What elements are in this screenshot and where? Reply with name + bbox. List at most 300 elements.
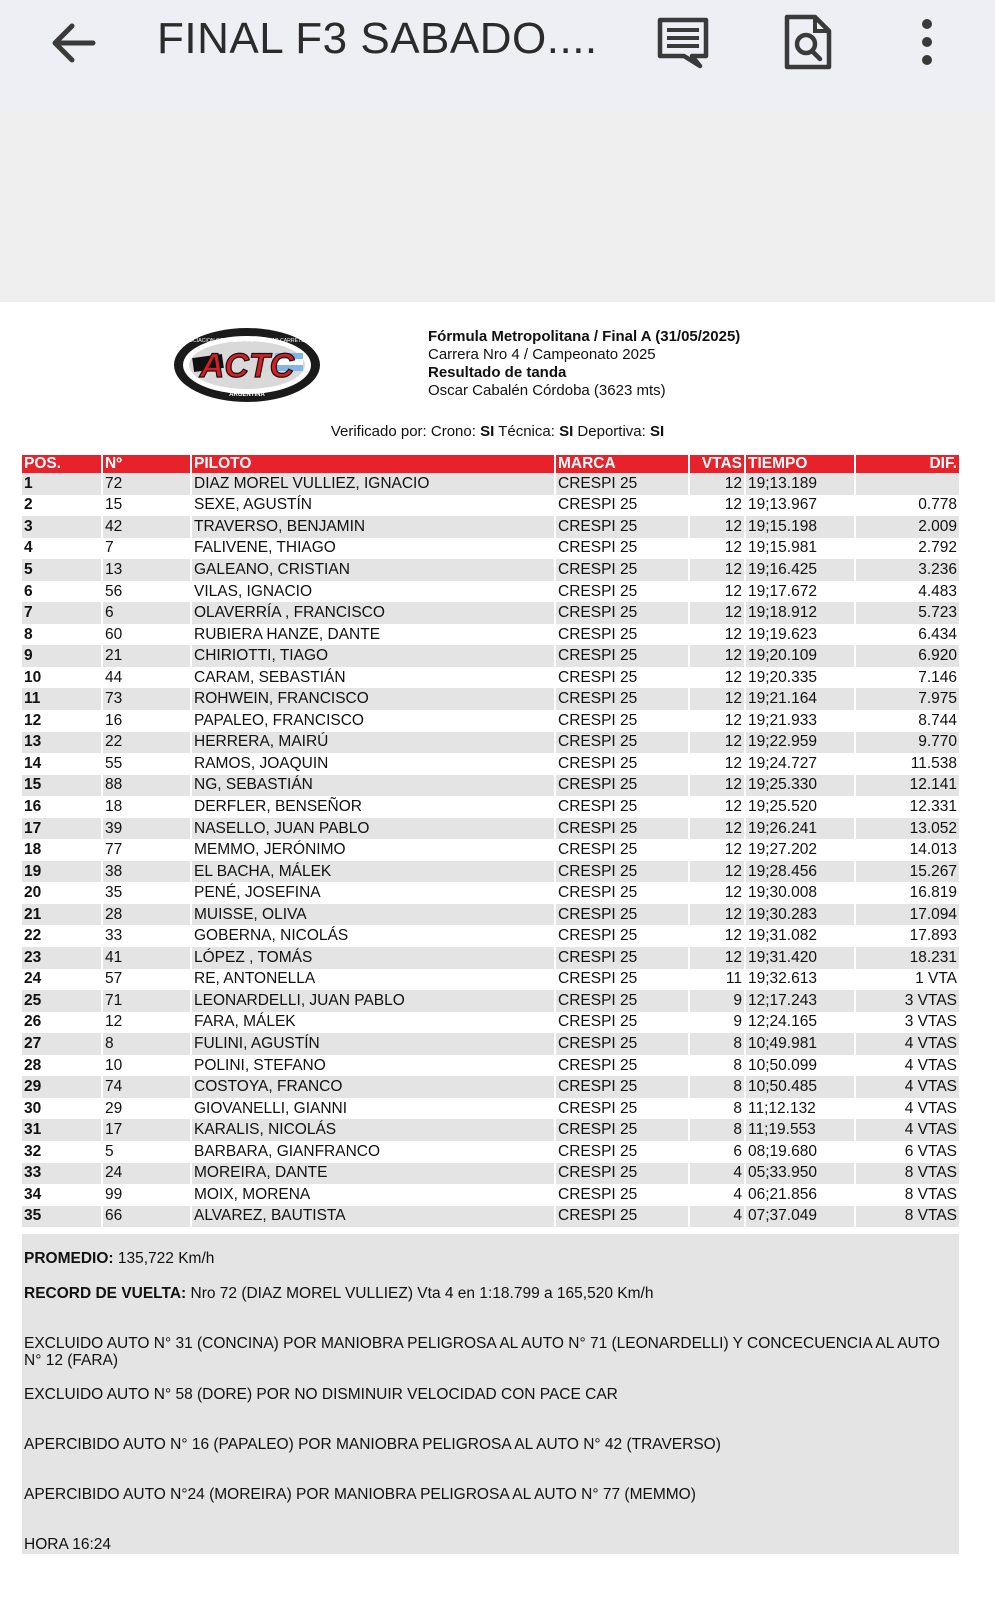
cell-marca: CRESPI 25 <box>555 1012 689 1034</box>
cell-pos: 13 <box>22 732 102 754</box>
cell-dif: 0.778 <box>855 495 959 517</box>
cell-dif: 2.009 <box>855 516 959 538</box>
cell-pos: 1 <box>22 473 102 495</box>
cell-marca: CRESPI 25 <box>555 775 689 797</box>
table-row <box>22 624 959 646</box>
cell-marca: CRESPI 25 <box>555 732 689 754</box>
cell-dif: 16.819 <box>855 882 959 904</box>
arrow-left-icon <box>45 18 101 68</box>
cell-vtas: 12 <box>689 559 745 581</box>
cell-marca: CRESPI 25 <box>555 1076 689 1098</box>
cell-vtas: 12 <box>689 688 745 710</box>
cell-tiempo: 19;32.613 <box>745 969 855 991</box>
cell-num: 38 <box>102 861 191 883</box>
cell-piloto: PAPALEO, FRANCISCO <box>191 710 555 732</box>
cell-marca: CRESPI 25 <box>555 1119 689 1141</box>
race-subtitle: Carrera Nro 4 / Campeonato 2025 <box>428 346 656 363</box>
table-row <box>22 969 959 991</box>
cell-pos: 15 <box>22 775 102 797</box>
cell-vtas: 4 <box>689 1206 745 1228</box>
cell-num: 74 <box>102 1076 191 1098</box>
table-row <box>22 1184 959 1206</box>
cell-pos: 21 <box>22 904 102 926</box>
cell-vtas: 12 <box>689 861 745 883</box>
table-row <box>22 1141 959 1163</box>
cell-num: 8 <box>102 1033 191 1055</box>
cell-pos: 8 <box>22 624 102 646</box>
cell-pos: 7 <box>22 602 102 624</box>
cell-num: 10 <box>102 1055 191 1077</box>
cell-marca: CRESPI 25 <box>555 495 689 517</box>
cell-pos: 22 <box>22 925 102 947</box>
cell-piloto: ROHWEIN, FRANCISCO <box>191 688 555 710</box>
table-row <box>22 839 959 861</box>
cell-tiempo: 07;37.049 <box>745 1206 855 1228</box>
col-header-piloto: PILOTO <box>191 455 555 473</box>
table-row <box>22 1012 959 1034</box>
table-row <box>22 495 959 517</box>
cell-pos: 35 <box>22 1206 102 1228</box>
cell-tiempo: 19;27.202 <box>745 839 855 861</box>
more-vertical-icon <box>915 16 939 72</box>
cell-vtas: 12 <box>689 624 745 646</box>
cell-vtas: 12 <box>689 473 745 495</box>
cell-marca: CRESPI 25 <box>555 969 689 991</box>
back-button[interactable] <box>45 18 101 68</box>
table-row <box>22 990 959 1012</box>
cell-pos: 24 <box>22 969 102 991</box>
cell-marca: CRESPI 25 <box>555 818 689 840</box>
cell-vtas: 12 <box>689 818 745 840</box>
cell-marca: CRESPI 25 <box>555 602 689 624</box>
cell-pos: 32 <box>22 1141 102 1163</box>
cell-marca: CRESPI 25 <box>555 1184 689 1206</box>
cell-marca: CRESPI 25 <box>555 1055 689 1077</box>
cell-vtas: 4 <box>689 1184 745 1206</box>
table-header-row <box>22 455 959 473</box>
col-header-tiempo: TIEMPO <box>745 455 855 473</box>
cell-dif: 8 VTAS <box>855 1206 959 1228</box>
cell-piloto: RE, ANTONELLA <box>191 969 555 991</box>
table-row <box>22 947 959 969</box>
report-time: HORA 16:24 <box>24 1536 112 1553</box>
cell-tiempo: 19;30.008 <box>745 882 855 904</box>
result-label: Resultado de tanda <box>428 364 567 381</box>
cell-vtas: 12 <box>689 925 745 947</box>
cell-tiempo: 06;21.856 <box>745 1184 855 1206</box>
cell-num: 44 <box>102 667 191 689</box>
cell-marca: CRESPI 25 <box>555 581 689 603</box>
cell-dif: 17.893 <box>855 925 959 947</box>
cell-vtas: 9 <box>689 1012 745 1034</box>
document-search-icon <box>782 12 834 72</box>
cell-num: 28 <box>102 904 191 926</box>
cell-vtas: 12 <box>689 667 745 689</box>
cell-piloto: POLINI, STEFANO <box>191 1055 555 1077</box>
cell-dif: 12.331 <box>855 796 959 818</box>
cell-piloto: BARBARA, GIANFRANCO <box>191 1141 555 1163</box>
cell-dif: 12.141 <box>855 775 959 797</box>
cell-num: 60 <box>102 624 191 646</box>
cell-num: 7 <box>102 538 191 560</box>
cell-tiempo: 11;19.553 <box>745 1119 855 1141</box>
cell-piloto: KARALIS, NICOLÁS <box>191 1119 555 1141</box>
table-row <box>22 1076 959 1098</box>
cell-tiempo: 10;50.099 <box>745 1055 855 1077</box>
table-row <box>22 1033 959 1055</box>
cell-tiempo: 19;22.959 <box>745 732 855 754</box>
table-row <box>22 861 959 883</box>
cell-pos: 25 <box>22 990 102 1012</box>
table-row <box>22 473 959 495</box>
cell-vtas: 12 <box>689 538 745 560</box>
cell-pos: 17 <box>22 818 102 840</box>
cell-vtas: 12 <box>689 495 745 517</box>
cell-dif: 6.434 <box>855 624 959 646</box>
document-title: FINAL F3 SABADO.... <box>157 14 598 63</box>
cell-dif: 4 VTAS <box>855 1098 959 1120</box>
cell-dif: 5.723 <box>855 602 959 624</box>
cell-tiempo: 10;50.485 <box>745 1076 855 1098</box>
svg-text:ASOCIACION CORREDORES TURISMO: ASOCIACION CORREDORES TURISMO CARRETERA <box>182 338 312 344</box>
cell-vtas: 12 <box>689 882 745 904</box>
cell-vtas: 12 <box>689 947 745 969</box>
cell-dif: 4 VTAS <box>855 1076 959 1098</box>
cell-marca: CRESPI 25 <box>555 753 689 775</box>
cell-marca: CRESPI 25 <box>555 1141 689 1163</box>
cell-marca: CRESPI 25 <box>555 839 689 861</box>
cell-num: 21 <box>102 645 191 667</box>
cell-num: 17 <box>102 1119 191 1141</box>
cell-piloto: HERRERA, MAIRÚ <box>191 732 555 754</box>
cell-vtas: 12 <box>689 645 745 667</box>
cell-piloto: ALVAREZ, BAUTISTA <box>191 1206 555 1228</box>
cell-dif: 17.094 <box>855 904 959 926</box>
cell-marca: CRESPI 25 <box>555 990 689 1012</box>
cell-dif: 13.052 <box>855 818 959 840</box>
cell-vtas: 12 <box>689 839 745 861</box>
cell-num: 12 <box>102 1012 191 1034</box>
cell-piloto: TRAVERSO, BENJAMIN <box>191 516 555 538</box>
cell-dif: 9.770 <box>855 732 959 754</box>
actc-logo <box>171 325 323 405</box>
table-row <box>22 559 959 581</box>
race-title: Fórmula Metropolitana / Final A (31/05/2025) <box>428 328 741 345</box>
cell-vtas: 8 <box>689 1119 745 1141</box>
cell-tiempo: 19;13.967 <box>745 495 855 517</box>
cell-pos: 9 <box>22 645 102 667</box>
table-row <box>22 818 959 840</box>
cell-tiempo: 19;15.198 <box>745 516 855 538</box>
cell-tiempo: 19;20.335 <box>745 667 855 689</box>
cell-piloto: SEXE, AGUSTÍN <box>191 495 555 517</box>
viewer-background <box>0 112 995 302</box>
cell-pos: 33 <box>22 1163 102 1185</box>
cell-tiempo: 19;21.933 <box>745 710 855 732</box>
cell-num: 99 <box>102 1184 191 1206</box>
verification-line: Verificado por: Crono: SI Técnica: SI Deportiva: SI <box>330 423 665 440</box>
cell-num: 29 <box>102 1098 191 1120</box>
cell-vtas: 12 <box>689 710 745 732</box>
cell-marca: CRESPI 25 <box>555 624 689 646</box>
cell-vtas: 12 <box>689 516 745 538</box>
cell-vtas: 11 <box>689 969 745 991</box>
more-options-button[interactable] <box>915 16 939 72</box>
cell-num: 42 <box>102 516 191 538</box>
cell-marca: CRESPI 25 <box>555 688 689 710</box>
cell-vtas: 8 <box>689 1033 745 1055</box>
cell-piloto: PENÉ, JOSEFINA <box>191 882 555 904</box>
cell-vtas: 12 <box>689 796 745 818</box>
table-row <box>22 688 959 710</box>
cell-tiempo: 08;19.680 <box>745 1141 855 1163</box>
cell-piloto: RUBIERA HANZE, DANTE <box>191 624 555 646</box>
cell-num: 39 <box>102 818 191 840</box>
cell-num: 33 <box>102 925 191 947</box>
cell-marca: CRESPI 25 <box>555 710 689 732</box>
cell-piloto: DERFLER, BENSEÑOR <box>191 796 555 818</box>
cell-tiempo: 05;33.950 <box>745 1163 855 1185</box>
table-row <box>22 1055 959 1077</box>
cell-vtas: 12 <box>689 904 745 926</box>
cell-piloto: NG, SEBASTIÁN <box>191 775 555 797</box>
cell-pos: 34 <box>22 1184 102 1206</box>
penalty-note: EXCLUIDO AUTO N° 58 (DORE) POR NO DISMINUIR VELOCIDAD CON PACE CAR <box>24 1386 618 1403</box>
cell-tiempo: 19;25.520 <box>745 796 855 818</box>
cell-dif: 7.146 <box>855 667 959 689</box>
cell-marca: CRESPI 25 <box>555 947 689 969</box>
cell-marca: CRESPI 25 <box>555 1098 689 1120</box>
cell-vtas: 12 <box>689 775 745 797</box>
cell-dif: 15.267 <box>855 861 959 883</box>
cell-tiempo: 19;24.727 <box>745 753 855 775</box>
cell-marca: CRESPI 25 <box>555 473 689 495</box>
results-table <box>22 455 959 1227</box>
cell-dif: 8 VTAS <box>855 1163 959 1185</box>
top-app-bar <box>0 0 995 112</box>
cell-pos: 2 <box>22 495 102 517</box>
cell-pos: 10 <box>22 667 102 689</box>
cell-num: 71 <box>102 990 191 1012</box>
cell-piloto: DIAZ MOREL VULLIEZ, IGNACIO <box>191 473 555 495</box>
cell-tiempo: 19;28.456 <box>745 861 855 883</box>
table-row <box>22 1163 959 1185</box>
table-row <box>22 753 959 775</box>
col-header-dif: DIF. <box>855 455 959 473</box>
cell-piloto: LÓPEZ , TOMÁS <box>191 947 555 969</box>
cell-marca: CRESPI 25 <box>555 1163 689 1185</box>
cell-pos: 5 <box>22 559 102 581</box>
cell-tiempo: 19;31.420 <box>745 947 855 969</box>
cell-pos: 3 <box>22 516 102 538</box>
race-header <box>428 328 740 400</box>
race-notes-box <box>22 1234 959 1554</box>
lap-record: RECORD DE VUELTA: Nro 72 (DIAZ MOREL VULLIEZ) Vta 4 en 1:18.799 a 165,520 Km/h <box>24 1285 654 1302</box>
cell-pos: 6 <box>22 581 102 603</box>
cell-tiempo: 19;26.241 <box>745 818 855 840</box>
average-speed: PROMEDIO: 135,722 Km/h <box>24 1250 215 1267</box>
cell-piloto: MOREIRA, DANTE <box>191 1163 555 1185</box>
cell-vtas: 12 <box>689 753 745 775</box>
cell-pos: 20 <box>22 882 102 904</box>
cell-tiempo: 19;31.082 <box>745 925 855 947</box>
cell-marca: CRESPI 25 <box>555 1206 689 1228</box>
search-document-button[interactable] <box>782 12 834 72</box>
cell-pos: 30 <box>22 1098 102 1120</box>
cell-num: 22 <box>102 732 191 754</box>
table-row <box>22 710 959 732</box>
table-row <box>22 538 959 560</box>
cell-piloto: LEONARDELLI, JUAN PABLO <box>191 990 555 1012</box>
cell-marca: CRESPI 25 <box>555 882 689 904</box>
cell-pos: 23 <box>22 947 102 969</box>
cell-dif: 14.013 <box>855 839 959 861</box>
cell-num: 6 <box>102 602 191 624</box>
col-header-marca: MARCA <box>555 455 689 473</box>
cell-num: 73 <box>102 688 191 710</box>
cell-dif: 1 VTA <box>855 969 959 991</box>
table-row <box>22 602 959 624</box>
table-row <box>22 1206 959 1228</box>
cell-pos: 12 <box>22 710 102 732</box>
cell-piloto: FULINI, AGUSTÍN <box>191 1033 555 1055</box>
cell-pos: 4 <box>22 538 102 560</box>
cell-marca: CRESPI 25 <box>555 538 689 560</box>
col-header-num: Nº <box>102 455 191 473</box>
cell-tiempo: 12;17.243 <box>745 990 855 1012</box>
cell-dif: 18.231 <box>855 947 959 969</box>
cell-dif: 3 VTAS <box>855 1012 959 1034</box>
cell-marca: CRESPI 25 <box>555 925 689 947</box>
cell-num: 13 <box>102 559 191 581</box>
cell-piloto: MUISSE, OLIVA <box>191 904 555 926</box>
cell-dif: 4 VTAS <box>855 1033 959 1055</box>
table-row <box>22 667 959 689</box>
cell-piloto: CHIRIOTTI, TIAGO <box>191 645 555 667</box>
cell-vtas: 6 <box>689 1141 745 1163</box>
cell-vtas: 12 <box>689 602 745 624</box>
cell-piloto: MOIX, MORENA <box>191 1184 555 1206</box>
table-row <box>22 796 959 818</box>
cell-piloto: FARA, MÁLEK <box>191 1012 555 1034</box>
cell-num: 56 <box>102 581 191 603</box>
cell-num: 5 <box>102 1141 191 1163</box>
cell-pos: 29 <box>22 1076 102 1098</box>
cell-piloto: EL BACHA, MÁLEK <box>191 861 555 883</box>
cell-pos: 27 <box>22 1033 102 1055</box>
cell-piloto: CARAM, SEBASTIÁN <box>191 667 555 689</box>
cell-num: 55 <box>102 753 191 775</box>
cell-tiempo: 19;15.981 <box>745 538 855 560</box>
cell-num: 16 <box>102 710 191 732</box>
cell-piloto: GALEANO, CRISTIAN <box>191 559 555 581</box>
cell-piloto: GIOVANELLI, GIANNI <box>191 1098 555 1120</box>
cell-tiempo: 11;12.132 <box>745 1098 855 1120</box>
cell-num: 15 <box>102 495 191 517</box>
cell-dif: 8.744 <box>855 710 959 732</box>
circuit-name: Oscar Cabalén Córdoba (3623 mts) <box>428 382 666 399</box>
cell-vtas: 9 <box>689 990 745 1012</box>
cell-num: 41 <box>102 947 191 969</box>
cell-pos: 11 <box>22 688 102 710</box>
col-header-vtas: VTAS <box>689 455 745 473</box>
cell-dif: 4.483 <box>855 581 959 603</box>
cell-tiempo: 19;17.672 <box>745 581 855 603</box>
table-row <box>22 882 959 904</box>
svg-text:ACTC: ACTC <box>199 347 295 385</box>
cell-tiempo: 19;20.109 <box>745 645 855 667</box>
results-body <box>22 473 959 1227</box>
cell-vtas: 8 <box>689 1098 745 1120</box>
cell-tiempo: 19;16.425 <box>745 559 855 581</box>
cell-dif: 4 VTAS <box>855 1055 959 1077</box>
table-row <box>22 645 959 667</box>
cell-pos: 18 <box>22 839 102 861</box>
cell-pos: 26 <box>22 1012 102 1034</box>
cell-pos: 31 <box>22 1119 102 1141</box>
cell-marca: CRESPI 25 <box>555 861 689 883</box>
cell-dif: 6 VTAS <box>855 1141 959 1163</box>
table-row <box>22 732 959 754</box>
cell-vtas: 4 <box>689 1163 745 1185</box>
cell-dif: 6.920 <box>855 645 959 667</box>
cell-marca: CRESPI 25 <box>555 559 689 581</box>
penalty-note: APERCIBIDO AUTO N°24 (MOREIRA) POR MANIOBRA PELIGROSA AL AUTO N° 77 (MEMMO) <box>24 1486 696 1503</box>
cell-pos: 14 <box>22 753 102 775</box>
cell-tiempo: 10;49.981 <box>745 1033 855 1055</box>
svg-text:ARGENTINA: ARGENTINA <box>229 392 265 398</box>
notes-button[interactable] <box>654 14 712 72</box>
cell-marca: CRESPI 25 <box>555 796 689 818</box>
cell-piloto: FALIVENE, THIAGO <box>191 538 555 560</box>
cell-vtas: 8 <box>689 1055 745 1077</box>
cell-dif: 4 VTAS <box>855 1119 959 1141</box>
cell-num: 77 <box>102 839 191 861</box>
cell-num: 66 <box>102 1206 191 1228</box>
cell-num: 57 <box>102 969 191 991</box>
cell-pos: 19 <box>22 861 102 883</box>
table-row <box>22 516 959 538</box>
cell-marca: CRESPI 25 <box>555 1033 689 1055</box>
cell-tiempo: 19;21.164 <box>745 688 855 710</box>
cell-piloto: GOBERNA, NICOLÁS <box>191 925 555 947</box>
table-row <box>22 581 959 603</box>
cell-vtas: 12 <box>689 581 745 603</box>
notes-icon <box>654 14 712 72</box>
cell-marca: CRESPI 25 <box>555 645 689 667</box>
cell-num: 72 <box>102 473 191 495</box>
cell-tiempo: 19;18.912 <box>745 602 855 624</box>
cell-marca: CRESPI 25 <box>555 667 689 689</box>
cell-pos: 28 <box>22 1055 102 1077</box>
table-row <box>22 904 959 926</box>
cell-piloto: MEMMO, JERÓNIMO <box>191 839 555 861</box>
cell-tiempo: 19;30.283 <box>745 904 855 926</box>
penalty-note: APERCIBIDO AUTO N° 16 (PAPALEO) POR MANIOBRA PELIGROSA AL AUTO N° 42 (TRAVERSO) <box>24 1436 721 1453</box>
cell-piloto: RAMOS, JOAQUIN <box>191 753 555 775</box>
cell-vtas: 8 <box>689 1076 745 1098</box>
table-row <box>22 1098 959 1120</box>
col-header-pos: POS. <box>22 455 102 473</box>
cell-pos: 16 <box>22 796 102 818</box>
cell-dif: 7.975 <box>855 688 959 710</box>
cell-dif: 2.792 <box>855 538 959 560</box>
cell-num: 88 <box>102 775 191 797</box>
penalty-note: EXCLUIDO AUTO N° 31 (CONCINA) POR MANIOBRA PELIGROSA AL AUTO N° 71 (LEONARDELLI) Y CONCECUENCIA AL AUTO N° 12 (FARA) <box>24 1335 940 1369</box>
cell-marca: CRESPI 25 <box>555 904 689 926</box>
cell-dif <box>855 473 959 495</box>
cell-tiempo: 19;19.623 <box>745 624 855 646</box>
